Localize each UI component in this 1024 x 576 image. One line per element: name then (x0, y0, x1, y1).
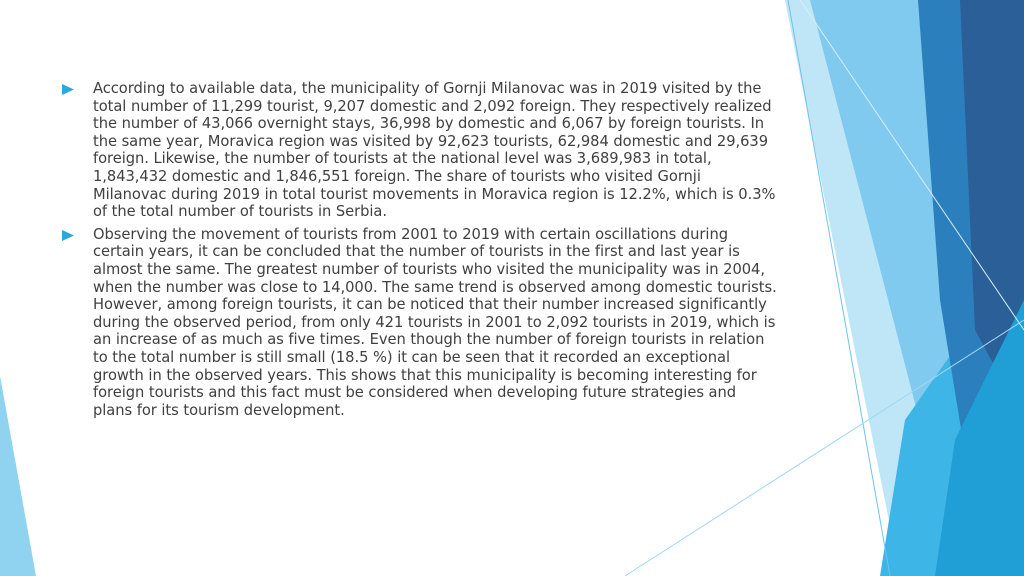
bullet-text: According to available data, the municipality of Gornji Milanovac was in 2019 visited by the total number of 11,299 tourist, 9,207 domestic and 2,092 foreign. They respectively realized the number of 43,066 overnight stays, 36,998 by domestic and 6,067 by foreign tourists. In the same year, Moravica region was visited by 92,623 tourists, 62,984 domestic and 29,639 foreign. Likewise, the number of tourists at the national level was 3,689,983 in total, 1,843,432 domestic and 1,846,551 foreign. The share of tourists who visited Gornji Milanovac during 2019 in total tourist movements in Moravica region is 12.2%, which is 0.3% of the total number of tourists in Serbia. (93, 80, 776, 221)
triangle-bullet-icon (62, 84, 74, 95)
triangle-bullet-icon (62, 230, 74, 241)
bullet-item (62, 226, 777, 420)
bullet-item (62, 80, 777, 221)
bullet-list (62, 80, 777, 424)
bullet-text: Observing the movement of tourists from 2001 to 2019 with certain oscillations during certain years, it can be concluded that the number of tourists in the first and last year is almost the same. The greatest number of tourists who visited the municipality was in 2004, when the number was close to 14,000. The same trend is observed among domestic tourists. However, among foreign tourists, it can be noticed that their number increased significantly during the observed period, from only 421 tourists in 2001 to 2,092 tourists in 2019, which is an increase of as much as five times. Even though the number of foreign tourists in relation to the total number is still small (18.5 %) it can be seen that it recorded an exceptional growth in the observed years. This shows that this municipality is becoming interesting for foreign tourists and this fact must be considered when developing future strategies and plans for its tourism development. (93, 225, 777, 419)
left-accent-shape (0, 376, 36, 576)
